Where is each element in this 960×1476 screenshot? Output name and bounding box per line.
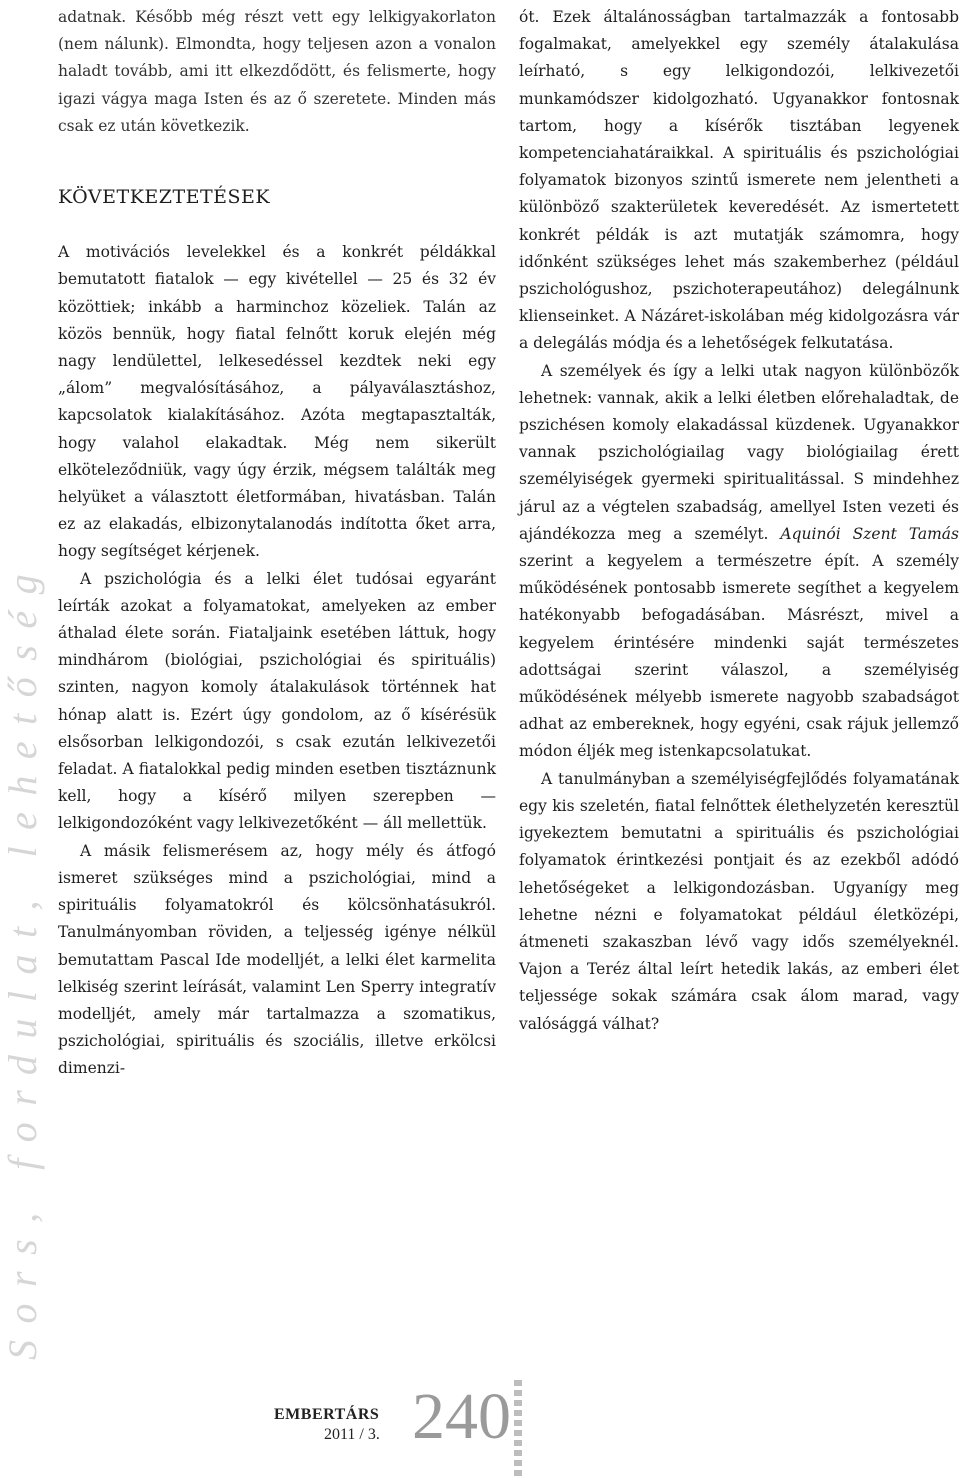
issue-number: 2011 / 3. <box>324 1426 380 1443</box>
paragraph-text: A személyek és így a lelki utak nagyon különbözők lehetnek: vannak, akik a lelki életben előrehaladtak, de pszichésen komoly elakadással küzdenek. Ugyanakkor vannak pszichológiailag vagy biológiailag érett személyiségek gyermeki spiritualitással. S mindehhez járul az a végtelen szabadság, amellyel Isten vezeti és ajándékozza meg a személyt. <box>519 361 959 543</box>
page-footer <box>274 1372 544 1472</box>
paragraph: ót. Ezek általánosságban tartalmazzák a fontosabb fogalmakat, amelyekkel egy személy átalakulása leírható, s egy lelkigondozói, lelkivezetői munkamódszer kidolgozható. Ugyanakkor fontosnak tartom, hogy a kísérők tisztában legyenek kompetenciahatáraikkal. A spirituális és pszichológiai folyamatok bizonyos szintű ismerete nem jelentheti a különböző szakterületek keveredését. Az ismertetett konkrét példák is azt mutatják számomra, hogy időnként szükséges lehet más szakemberhez (például pszichológushoz, pszichoterapeutához) delegálnunk klienseinket. A Názáret-iskolában még kidolgozásra vár a delegálás módja és a lehetőségek felkutatása. <box>519 8 959 353</box>
paragraph: A tanulmányban a személyiségfejlődés folyamatának egy kis szeletén, fiatal felnőttek élethelyzetén keresztül igyekeztem bemutatni a spirituális és pszichológiai folyamatok érintkezési pontjait és az ezekből adódó lehetőségeket a lelkigondozásban. Ugyanígy meg lehetne nézni e folyamatokat például életközépi, átmeneti szakaszban lévő vagy idős személyeknél. Vajon a Teréz által leírt hetedik lakás, az emberi élet teljessége sokak számára csak álom marad, vagy valósággá válhat? <box>519 769 959 1033</box>
right-column <box>519 4 959 1038</box>
paragraph <box>519 358 959 766</box>
paragraph-text: szerint a kegyelem a természetre épít. A személy működésének pontosabb ismerete segíthet a kegyelem hatékonyabb befogadásában. Másrészt, mivel a kegyelem érintésére mindenki saját természetes adottságai szerint válaszol, a személyiség működésének mélyebb ismerete nagyobb szabadságot adhat az embereknek, hogy egyéni, csak rájuk jellemző módon éljék meg istenkapcsolatukat. <box>519 552 959 761</box>
left-column <box>58 4 496 1083</box>
paragraph: A másik felismerésem az, hogy mély és átfogó ismeret szükséges mind a pszichológiai, mind a spirituális folyamatokról és kölcsönhatásukról. Tanulmányomban röviden, a teljesség igénye nélkül bemutattam Pascal Ide modelljét, a lelki élet karmelita lelkiség szerint leírását, valamint Len Sperry integratív modelljét, amely már tartalmazza a szomatikus, pszichológiai, spirituális és szociális, illetve erkölcsi dimenzi- <box>58 841 496 1078</box>
paragraph: A motivációs levelekkel és a konkrét példákkal bemutatott fiatalok — egy kivétellel — 25 és 32 év közöttiek; inkább a harminchoz közeliek. Talán az közös bennük, hogy fiatal felnőtt koruk elején még nagy lendülettel, lelkesedéssel kezdtek neki egy „álom” megvalósításához, a pályaválasztáshoz, kapcsolatok kialakításához. Azóta megtapasztalták, hogy valahol elakadtak. Még nem sikerült elköteleződniük, vagy úgy érzik, mégsem találták meg helyüket a választott életformában, hivatásban. Talán ez az elakadás, elbizonytalanodás indította őket arra, hogy segítséget kérjenek. <box>58 243 496 561</box>
section-heading: KÖVETKEZTETÉSEK <box>58 186 271 209</box>
journal-name: EMBERTÁRS <box>274 1406 380 1423</box>
running-title-vertical: Sors, fordulat, lehetőség <box>0 557 45 1360</box>
decorative-dots <box>514 1380 524 1476</box>
paragraph: A pszichológia és a lelki élet tudósai egyaránt leírták azokat a folyamatokat, amelyeken az ember áthalad élete során. Fiataljaink esetében láttuk, hogy mindhárom (biológiai, pszichológiai és spirituális) szinten, nagyon komoly átalakulások történnek hat hónap alatt is. Ezért úgy gondolom, az ő kísérésük elsősorban lelkigondozói, s csak ezután lelkivezetői feladat. A fiatalokkal pedig minden esetben tisztáznunk kell, hogy a kísérő milyen szerepben — lelkigondozóként vagy lelkivezetőként — áll mellettük. <box>58 569 496 833</box>
intro-paragraph: adatnak. Később még részt vett egy lelkigyakorlaton (nem nálunk). Elmondta, hogy teljesen azon a vonalon haladt tovább, ami itt elkezdődött, és felismerte, hogy igazi vágya maga Isten és az ő szeretete. Minden más csak ez után következik. <box>58 8 496 135</box>
italic-name: Aquinói Szent Tamás <box>780 524 959 543</box>
page-number: 240 <box>412 1380 511 1453</box>
